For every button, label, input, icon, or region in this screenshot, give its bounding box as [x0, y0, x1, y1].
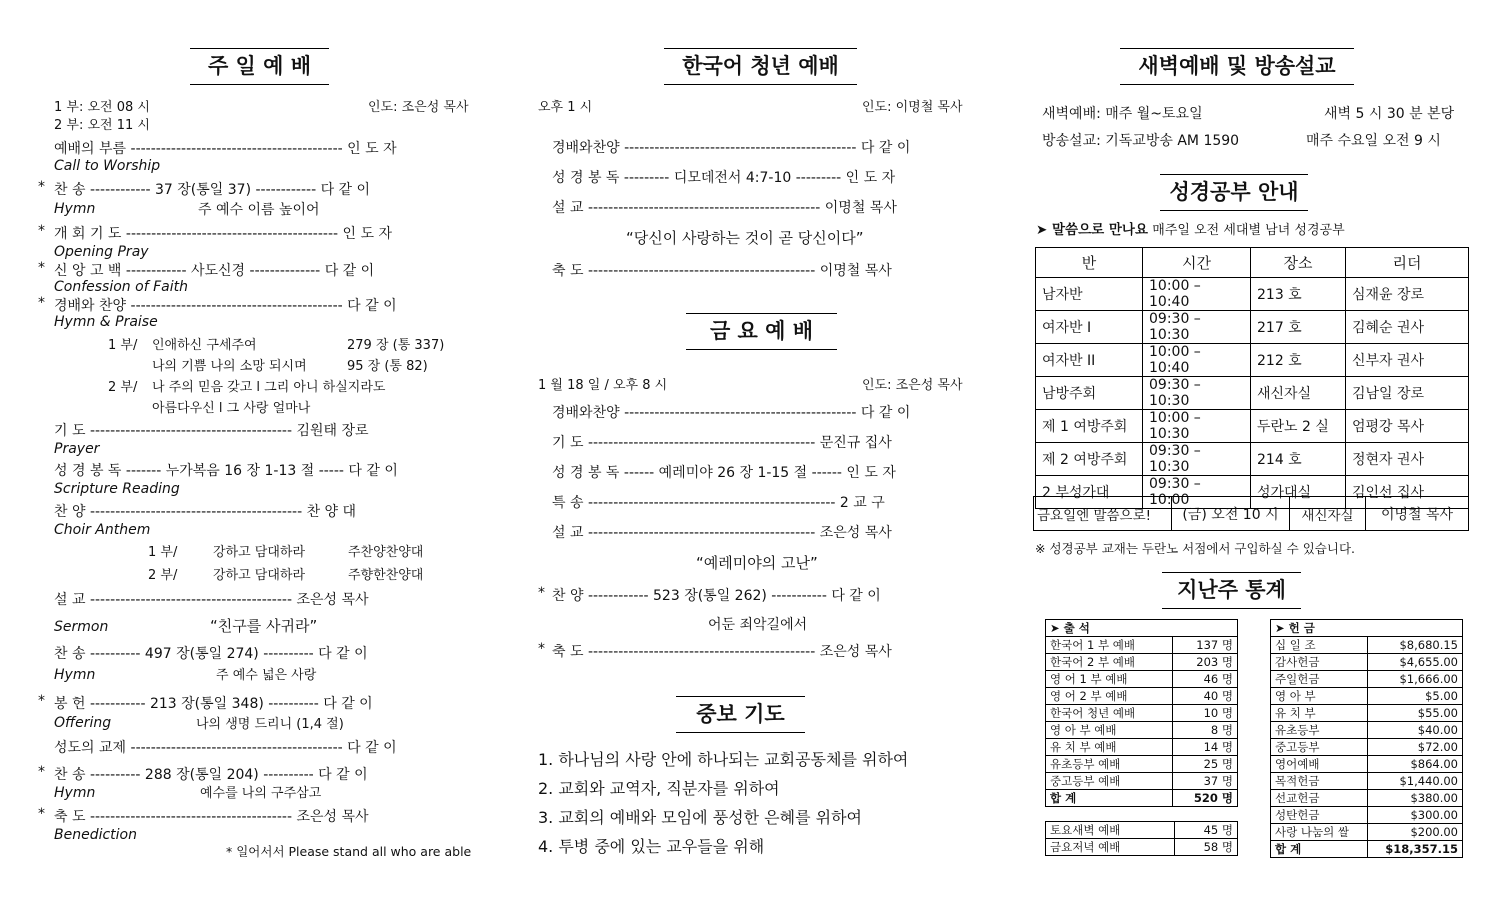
table-cell: 영 어 1 부 예배 [1046, 671, 1173, 688]
table-cell: 45 명 [1175, 822, 1238, 839]
table-cell: 제 2 여방주회 [1036, 443, 1143, 476]
table-cell: $200.00 [1367, 824, 1462, 841]
table-cell: 09:30 – 10:30 [1143, 377, 1251, 410]
table-cell: 09:30 – 10:30 [1143, 311, 1251, 344]
table-row [1046, 822, 1238, 839]
table-cell: $1,440.00 [1367, 773, 1462, 790]
table-cell: 213 호 [1251, 278, 1346, 311]
table-row [1036, 344, 1469, 377]
table-row [1271, 790, 1463, 807]
table-cell: 금요저녁 예배 [1046, 839, 1175, 856]
table-cell: 영 아 부 예배 [1046, 722, 1173, 739]
study-material-note: ※ 성경공부 교재는 두란노 서점에서 구입하실 수 있습니다. [1035, 541, 1355, 556]
table-row [1046, 654, 1238, 671]
table-cell: 217 호 [1251, 311, 1346, 344]
table-cell: 감사헌금 [1271, 654, 1368, 671]
intercession-title: 중보 기도 [676, 696, 805, 733]
bible-study-rows [1036, 278, 1469, 509]
table-cell: 46 명 [1173, 671, 1238, 688]
dawn-service-label: 새벽예배: 매주 월~토요일 [1042, 106, 1203, 122]
table-cell: 137 명 [1173, 637, 1238, 654]
table-cell: 214 호 [1251, 443, 1346, 476]
col-header-time: 시간 [1143, 248, 1251, 278]
table-cell: $72.00 [1367, 739, 1462, 756]
youth-service-title: 한국어 청년 예배 [664, 48, 857, 85]
table-cell: $5.00 [1367, 688, 1462, 705]
stand-note: * 일어서서 Please stand all who are able [226, 844, 472, 859]
table-cell: 김혜순 권사 [1346, 311, 1469, 344]
friday-service-title: 금 요 예 배 [686, 313, 837, 350]
table-cell: 성탄헌금 [1271, 807, 1368, 824]
friday-service-time: 1 월 18 일 / 오후 8 시 [538, 378, 668, 393]
col-header-place: 장소 [1251, 248, 1346, 278]
attendance-extra-rows [1046, 822, 1238, 856]
table-cell: 영 어 2 부 예배 [1046, 688, 1173, 705]
table-cell: 09:30 – 10:00 [1143, 476, 1251, 509]
table-cell: 여자반 I [1036, 311, 1143, 344]
table-cell: 여자반 II [1036, 344, 1143, 377]
friday-item-benediction: 축 도 --------------------------------------------- 조은성 목사 [552, 644, 892, 660]
table-row [1046, 839, 1238, 856]
friday-study-time: (금) 오전 10 시 [1172, 497, 1290, 531]
friday-study-class: 금요일엔 말씀으로! [1034, 497, 1172, 531]
table-cell: 성가대실 [1251, 476, 1346, 509]
friday-hymn-star: * [538, 585, 545, 601]
table-row [1271, 756, 1463, 773]
friday-item-hymn: 찬 양 ------------ 523 장(통일 262) ----------- 다 같 이 [552, 588, 881, 604]
bible-study-intro-text: 매주일 오전 세대별 남녀 성경공부 [1152, 223, 1345, 238]
table-cell: 십 일 조 [1271, 637, 1368, 654]
table-row [1271, 739, 1463, 756]
offering-header: ➤ 헌 금 [1271, 620, 1463, 637]
table-row [1046, 739, 1238, 756]
table-cell: 25 명 [1173, 756, 1238, 773]
table-cell: 유 치 부 [1271, 705, 1368, 722]
table-row [1271, 722, 1463, 739]
table-row [1271, 773, 1463, 790]
friday-study-leader: 이명철 목사 [1366, 497, 1469, 531]
table-cell: 203 명 [1173, 654, 1238, 671]
offering-rows [1271, 637, 1463, 841]
bible-study-intro-bold: ➤ 말씀으로 만나요 [1036, 222, 1148, 238]
table-cell: 목적헌금 [1271, 773, 1368, 790]
youth-item-scripture: 성 경 봉 독 --------- 디모데전서 4:7-10 --------- 인 도 자 [552, 170, 896, 186]
table-cell: 영어예배 [1271, 756, 1368, 773]
table-cell: $300.00 [1367, 807, 1462, 824]
friday-hymn-title: 어둔 죄악길에서 [708, 617, 808, 633]
friday-item-praise: 경배와찬양 ---------------------------------------------- 다 같 이 [552, 405, 911, 421]
bible-study-table [1035, 247, 1469, 509]
youth-item-praise: 경배와찬양 ---------------------------------------------- 다 같 이 [552, 140, 911, 156]
table-cell: 엄평강 목사 [1346, 410, 1469, 443]
table-cell: 한국어 1 부 예배 [1046, 637, 1173, 654]
service-time-1: 1 부: 오전 08 시 [54, 100, 150, 115]
table-cell: 14 명 [1173, 739, 1238, 756]
prayer-3: 3. 교회의 예배와 모임에 풍성한 은혜를 위하여 [538, 808, 862, 827]
table-cell: $4,655.00 [1367, 654, 1462, 671]
friday-item-sermon: 설 교 --------------------------------------------- 조은성 목사 [552, 525, 892, 541]
table-row [1036, 410, 1469, 443]
table-row [1046, 773, 1238, 790]
youth-item-sermon: 설 교 ---------------------------------------------- 이명철 목사 [552, 200, 897, 216]
table-cell: 새신자실 [1251, 377, 1346, 410]
table-row [1271, 807, 1463, 824]
table-cell: $380.00 [1367, 790, 1462, 807]
table-cell: 37 명 [1173, 773, 1238, 790]
table-cell: 신부자 권사 [1346, 344, 1469, 377]
table-row [1046, 722, 1238, 739]
table-cell: 김인선 집사 [1346, 476, 1469, 509]
statistics-title: 지난주 통계 [1162, 572, 1301, 609]
table-cell: 10:00 – 10:30 [1143, 410, 1251, 443]
table-cell: 한국어 2 부 예배 [1046, 654, 1173, 671]
friday-study-place: 새신자실 [1290, 497, 1366, 531]
bible-study-title: 성경공부 안내 [1160, 174, 1308, 211]
table-cell: 중고등부 [1271, 739, 1368, 756]
friday-sermon-title: “예레미야의 고난” [696, 554, 818, 572]
table-row [1271, 688, 1463, 705]
attendance-extra-table [1045, 821, 1238, 856]
table-cell: 제 1 여방주회 [1036, 410, 1143, 443]
dawn-broadcast-title: 새벽예배 및 방송설교 [1120, 48, 1354, 85]
table-cell: $8,680.15 [1367, 637, 1462, 654]
table-cell: 토요새벽 예배 [1046, 822, 1175, 839]
table-cell: 10 명 [1173, 705, 1238, 722]
youth-service-time: 오후 1 시 [538, 100, 593, 115]
table-cell: 중고등부 예배 [1046, 773, 1173, 790]
table-row [1046, 756, 1238, 773]
table-cell: 두란노 2 실 [1251, 410, 1346, 443]
table-row [1271, 620, 1463, 637]
table-row [1271, 671, 1463, 688]
table-cell: 유초등부 예배 [1046, 756, 1173, 773]
attendance-total-label: 합 계 [1046, 790, 1173, 807]
attendance-total-value: 520 명 [1173, 790, 1238, 807]
table-cell: 영 아 부 [1271, 688, 1368, 705]
friday-item-scripture: 성 경 봉 독 ------ 예레미야 26 장 1-15 절 ------ 인 도 자 [552, 465, 896, 481]
table-cell: 선교헌금 [1271, 790, 1368, 807]
sunday-service-title: 주 일 예 배 [190, 48, 329, 85]
table-row [1271, 824, 1463, 841]
table-row [1271, 705, 1463, 722]
prayer-1: 1. 하나님의 사랑 안에 하나되는 교회공동체를 위하여 [538, 750, 909, 769]
table-cell: 58 명 [1175, 839, 1238, 856]
bible-study-intro [1036, 218, 1345, 238]
prayer-2: 2. 교회와 교역자, 직분자를 위하여 [538, 779, 780, 798]
youth-service-leader: 인도: 이명철 목사 [862, 100, 963, 115]
table-cell: 김남일 장로 [1346, 377, 1469, 410]
table-row [1046, 705, 1238, 722]
table-cell: 정현자 권사 [1346, 443, 1469, 476]
table-row [1271, 841, 1463, 858]
offering-total-value: $18,357.15 [1367, 841, 1462, 858]
table-row [1046, 637, 1238, 654]
service-leader: 인도: 조은성 목사 [368, 100, 469, 115]
service-time-2: 2 부: 오전 11 시 [54, 118, 150, 133]
friday-study-table [1033, 496, 1469, 531]
table-cell: 남자반 [1036, 278, 1143, 311]
table-cell: 주일헌금 [1271, 671, 1368, 688]
prayer-4: 4. 투병 중에 있는 교우들을 위해 [538, 837, 765, 856]
table-cell: 한국어 청년 예배 [1046, 705, 1173, 722]
offering-total-label: 합 계 [1271, 841, 1368, 858]
table-cell: 8 명 [1173, 722, 1238, 739]
table-cell: 유초등부 [1271, 722, 1368, 739]
friday-item-prayer: 기 도 --------------------------------------------- 문진규 집사 [552, 435, 892, 451]
attendance-table [1045, 619, 1238, 807]
table-row [1046, 620, 1238, 637]
dawn-service-time: 새벽 5 시 30 분 본당 [1324, 106, 1455, 122]
table-cell: $864.00 [1367, 756, 1462, 773]
table-cell: 유 치 부 예배 [1046, 739, 1173, 756]
friday-item-special: 특 송 ------------------------------------------------- 2 교 구 [552, 495, 885, 511]
table-cell: 남방주회 [1036, 377, 1143, 410]
table-cell: 212 호 [1251, 344, 1346, 377]
table-row [1036, 377, 1469, 410]
col-header-class: 반 [1036, 248, 1143, 278]
table-row [1271, 654, 1463, 671]
table-cell: $1,666.00 [1367, 671, 1462, 688]
table-cell: 심재윤 장로 [1346, 278, 1469, 311]
table-cell: 09:30 – 10:30 [1143, 443, 1251, 476]
table-row [1046, 790, 1238, 807]
table-row [1046, 671, 1238, 688]
table-row [1034, 497, 1469, 531]
table-row [1036, 443, 1469, 476]
table-header-row [1036, 248, 1469, 278]
table-cell: 10:00 – 10:40 [1143, 278, 1251, 311]
friday-bene-star: * [538, 641, 545, 657]
radio-sermon-time: 매주 수요일 오전 9 시 [1306, 133, 1441, 149]
attendance-header: ➤ 출 석 [1046, 620, 1238, 637]
col-header-leader: 리더 [1346, 248, 1469, 278]
radio-sermon-label: 방송설교: 기독교방송 AM 1590 [1042, 133, 1240, 149]
table-row [1271, 637, 1463, 654]
table-cell: $55.00 [1367, 705, 1462, 722]
table-cell: 2 부성가대 [1036, 476, 1143, 509]
table-cell: 10:00 – 10:40 [1143, 344, 1251, 377]
table-cell: 사랑 나눔의 쌀 [1271, 824, 1368, 841]
table-row [1036, 278, 1469, 311]
table-row [1046, 688, 1238, 705]
attendance-rows [1046, 637, 1238, 790]
friday-service-leader: 인도: 조은성 목사 [862, 378, 963, 393]
table-cell: $40.00 [1367, 722, 1462, 739]
youth-sermon-title: “당신이 사랑하는 것이 곧 당신이다” [626, 229, 864, 247]
youth-item-benediction: 축 도 --------------------------------------------- 이명철 목사 [552, 263, 892, 279]
table-cell: 40 명 [1173, 688, 1238, 705]
offering-table [1270, 619, 1463, 858]
table-row [1036, 311, 1469, 344]
